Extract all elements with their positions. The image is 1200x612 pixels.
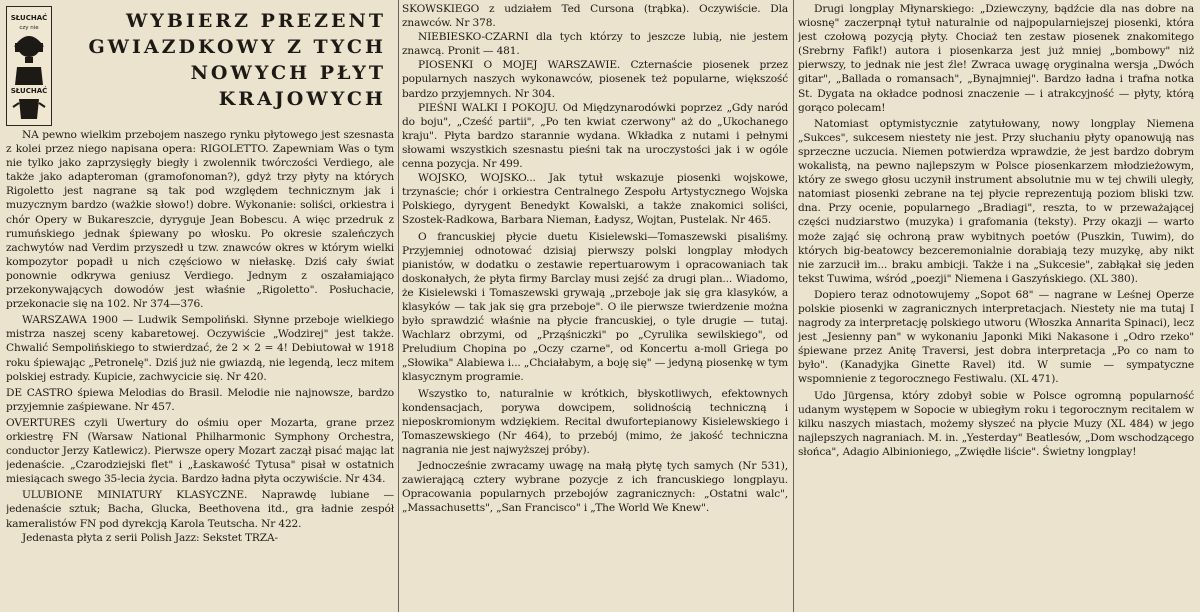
paragraph-de-castro: DE CASTRO śpiewa Melodias do Brasil. Melodie nie najnowsze, bardzo przyjemnie zaśpiewane. Nr 457. [6,386,394,413]
paragraph-niemen: Natomiast optymistycznie zatytułowany, nowy longplay Niemena „Sukces", sukcesem niestety nie jest. Przy słuchaniu płyty opanowują nas sprzeczne uczucia. Niemen potwierdza wprawdzie, że jest bardzo dobrym wokalistą, na pewno najlepszym w Polsce piosenkarzem młodzieżowym, który ze swego głosu uczynił instrument absolutnie mu w tej chwili uległy, natomiast piosenki zebrane na tej płycie reprezentują poziom bliski tzw. dna. Przy ocenie, popularnego „Bradiagi", reszta, to w przeważającej części nudziarstwo (muzyka) i grafomania (teksty). Przy okazji — warto może zająć się ochroną praw wybitnych poetów (Puszkin, Tuwim), do których big-beatowcy bezceremonialnie dorabiają tezy muzykę, aby nikt nie zarzucił im... braku ambicji. Także i na „Sukcesie", zabłąkał się jeden tekst Tuwima, wśród „poezji" Niemena i Gaszyńskiego. (XL 380). [798,117,1194,285]
headline-line-4: KRAJOWYCH [218,88,386,110]
paragraph-piosenki-warszawa: PIOSENKI O MOJEJ WARSZAWIE. Czternaście piosenek przez popularnych naszych wykonawców, piosenek też popularne, większość bardzo przyjemnych. Nr 304. [402,59,788,100]
paragraph-recital: Wszystko to, naturalnie w krótkich, błyskotliwych, efektownych kondensacjach, porywa dowcipem, solidnością techniczną i nieposkromionym wdziękiem. Recital dwufortepianowy Kisielewskiego i Tomaszewskiego (Nr 464), to przebój (mimo, że jakość techniczna nagrania nie jest najwyższej próby). [402,387,788,456]
logo-text-bottom: SŁUCHAĆ [10,87,48,95]
paragraph-overtures: OVERTURES czyli Uwertury do ośmiu oper Mozarta, grane przez orkiestrę FN (Warsaw National Philharmonic Symphony Orchestra, conductor Jerzy Katlewicz). Pierwsze opery Mozart zaczął pisać mając lat jedenaście. „Czarodziejski flet" i „Łaskawość Tytusa" pisał w ostatnich miesiącach swego 35-lecia życia. Bardzo ładna płyta oczywiście. Nr 434. [6,416,394,486]
article-headline [56,8,386,112]
paragraph-piesni-walki: PIEŚNI WALKI I POKOJU. Od Międzynarodówki poprzez „Gdy naród do boju", „Cześć partii", „Po ten kwiat czerwony" aż do „Ukochanego kraju". Płyta bardzo starannie wydana. Wkładka z nutami i pełnymi słowami wszystkich szesnastu pieśni tak na uroczystości jak i w ogóle cenna pozycja. Nr 499. [402,101,788,171]
paragraph-niebiesko-czarni: NIEBIESKO-CZARNI dla tych którzy to jeszcze lubią, nie jestem znawcą. Pronit — 481. [402,31,788,58]
paragraph-mala-plyta: Jednocześnie zwracamy uwagę na małą płytę tych samych (Nr 531), zawierającą cztery wybrane pozycje z ich francuskiego longplayu. Opracowania popularnych przebojów zagranicznych: „Ostatni walc", „Massachusetts", „San Francisco" i „The World We Knew". [402,460,788,515]
column-3 [798,2,1194,610]
logo-text-top: SŁUCHAĆ [10,14,48,22]
paragraph-trzaskowski: SKOWSKIEGO z udziałem Ted Cursona (trąbka). Oczywiście. Dla znawców. Nr 378. [402,3,788,30]
headline-line-3: NOWYCH PŁYT [190,62,386,84]
column-1 [6,128,394,612]
headline-line-1: WYBIERZ PREZENT [125,10,386,32]
paragraph-polish-jazz: Jedenasta płyta z serii Polish Jazz: Sekstet TRZA- [22,531,278,544]
paragraph-warszawa-1900: WARSZAWA 1900 — Ludwik Sempoliński. Słynne przeboje wielkiego mistrza naszej sceny kabaretowej. Oczywiście „Wodzirej" jest także. Chwalić Sempolińskiego to stwierdzać, że 2 × 2 = 4! Debiutował w 1918 roku śpiewając „Petronelę". Dziś już nie gwiazdą, nie legendą, lecz mitem polskiej estrady. Kupicie, zachwycicie się. Nr 420. [6,314,394,383]
paragraph-sopot-68: Dopiero teraz odnotowujemy „Sopot 68" — nagrane w Leśnej Operze polskie piosenki w zagranicznych interpretacjach. Niestety nie ma tutaj I nagrody za interpretację polskiego utworu (Włoszka Annarita Spinaci), lecz jest „Jesienny pan" w wykonaniu Japonki Miki Nakasone i „Odro rzeko" śpiewane przez Anitę Traversi, jest dobra interpretacja „Po co nam to było". (Kanadyjka Ginette Ravel) itd. W sumie — sympatyczne wspomnienie z tegorocznego Festiwalu. (XL 471). [798,288,1194,386]
listener-illustration [7,7,51,125]
paragraph-wojsko: WOJSKO, WOJSKO... Jak tytuł wskazuje piosenki wojskowe, trzynaście; chór i orkiestra Centralnego Zespołu Artystycznego Wojska Polskiego, dyrygent Benedykt Kowalski, a także znakomici soliści, Szostek-Radkowa, Barbara Nieman, Ładysz, Wojtan, Pustelak. Nr 465. [402,172,788,227]
logo-text-middle: czy nie [19,25,39,31]
column-2 [402,2,788,610]
column-divider-2 [793,0,794,612]
paragraph-udo-jurgens: Udo Jürgensa, który zdobył sobie w Polsce ogromną popularność udanym występem w Sopocie w ubiegłym roku i tegorocznym recitalem w kilku naszych miastach, możemy słyszeć na płycie Muzy (XL 484) w jego najlepszych nagraniach. M. in. „Yesterday" Beatlesów, „Dom wschodzącego słońca", Adagio Albinioniego, „Zwiędłe liście". Świetny longplay! [798,389,1194,458]
paragraph-kisielewski-tomaszewski: O francuskiej płycie duetu Kisielewski—Tomaszewski pisaliśmy. Przyjemniej odnotować dzisiaj pierwszy polski longplay młodych pianistów, w dodatku o zestawie repertuarowym i opracowaniach tak doskonałych, że płyta firmy Barclay musi zejść za drugi plan... Wiadomo, że Kisielewski i Tomaszewski grywają „przeboje jak się gra klasyków, a klasyków — tak jak się gra przeboje". O ile pierwsze twierdzenie można było sprawdzić właśnie na płycie francuskiej, o tyle drugie — tutaj. Wachlarz obrzymi, od „Prząśniczki" po „Cyrulika sewilskiego", od Preludium Chopina po „Oczy czarne", od Koncertu a-moll Griega po „Słowika" Alabiewa i... „Chciałabym, a boję się" — jedyną piosenkę w tym klasycznym programie. [402,230,788,384]
paragraph-rigoletto: NA pewno wielkim przebojem naszego rynku płytowego jest szesnasta z kolei przez niego napisana opera: RIGOLETTO. Zapewniam Was o tym nie tylko jako zaprzysięgły biegły i zwolennik twórczości Verdiego, ale także jako adapteroman (gramofonoman?), gdyż trzy płyty na których Rigoletto jest nagrane są tak pod względem technicznym jak i muzycznym bardzo (ważkie słowo!) dobre. Wykonanie: soliści, orkiestra i chór Opery w Bukareszcie, dyryguje Jean Bobescu. A więc przedruk z rumuńskiego jednak śpiewany po włosku. Po okresie szaleńczych zachwytów nad Verdim przyszedł u tzw. znawców okres w którym wielki kompozytor popadł u nich częściowo w niełaskę. Dziś cały świat ponownie odkrywa geniusz Verdiego. Jednym z oszałamiająco przekonywających dowodów jest właśnie „Rigoletto". Posłuchacie, przekonacie się na 102. Nr 374—376. [6,129,394,311]
column-divider-1 [398,0,399,612]
paragraph-miniatury: ULUBIONE MINIATURY KLASYCZNE. Naprawdę lubiane — jedenaście sztuk; Bacha, Glucka, Beethovena itd., gra ładnie zespół kameralistów FN pod dyrekcją Karola Teutscha. Nr 422. [6,489,394,530]
column-logo [6,6,52,126]
headline-line-2: GWIAZDKOWY Z TYCH [88,36,386,58]
paragraph-mlynarski: Drugi longplay Młynarskiego: „Dziewczyny, bądźcie dla nas dobre na wiosnę" zaczerpnął tytuł naturalnie od najpopularniejszej piosenki, która jest czołową pozycją płyty. Chociaż ten zestaw piosenek znakomitego (Srebrny Fafik!) autora i piosenkarza jest już mniej „bombowy" niż pierwszy, to jednak nie jest źle! Zwraca uwagę oryginalna wersja „Dwóch gitar", „Ballada o romansach", „Bynajmniej". Bardzo ładna i trafna notka St. Dygata na okładce podnosi znaczenie — i atrakcyjność — płyty, którą gorąco polecam! [798,3,1194,114]
